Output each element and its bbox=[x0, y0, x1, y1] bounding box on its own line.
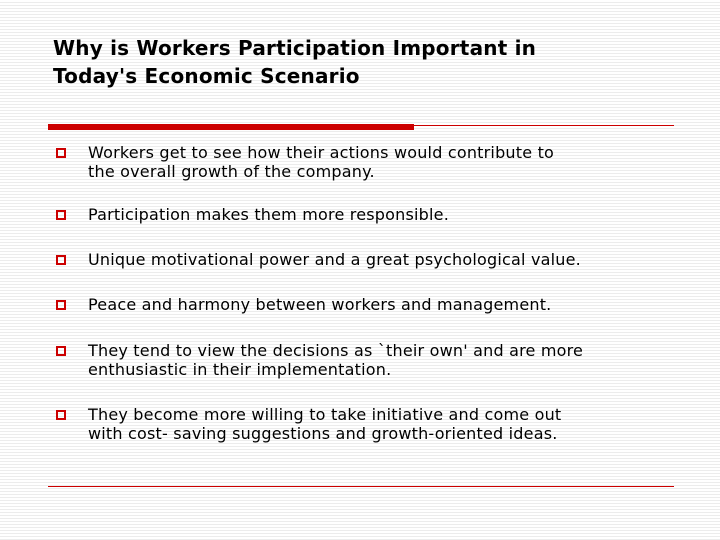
bullet-text: Participation makes them more responsible. bbox=[88, 205, 449, 224]
bullet-text: They tend to view the decisions as `their own' and are more enthusiastic in their implementation. bbox=[88, 341, 584, 379]
bullet-item bbox=[56, 295, 678, 314]
bullet-item bbox=[56, 405, 678, 443]
bullet-item bbox=[56, 205, 678, 224]
hollow-square-icon bbox=[56, 148, 66, 158]
slide-title: Why is Workers Participation Important in Today's Economic Scenario bbox=[53, 36, 537, 88]
bullet-text: Workers get to see how their actions would contribute to the overall growth of the company. bbox=[88, 143, 555, 181]
hollow-square-icon bbox=[56, 255, 66, 265]
bullet-text: Unique motivational power and a great psychological value. bbox=[88, 250, 581, 269]
title-divider-thick bbox=[48, 124, 414, 130]
hollow-square-icon bbox=[56, 346, 66, 356]
bullet-text: Peace and harmony between workers and management. bbox=[88, 295, 552, 314]
bullet-text: They become more willing to take initiative and come out with cost- saving suggestions and growth-oriented ideas. bbox=[88, 405, 562, 443]
hollow-square-icon bbox=[56, 300, 66, 310]
bullet-item bbox=[56, 250, 678, 269]
bottom-divider bbox=[48, 486, 674, 487]
hollow-square-icon bbox=[56, 210, 66, 220]
bullet-item bbox=[56, 341, 678, 379]
hollow-square-icon bbox=[56, 410, 66, 420]
bullet-item bbox=[56, 143, 678, 181]
title-divider-thin bbox=[414, 125, 674, 126]
